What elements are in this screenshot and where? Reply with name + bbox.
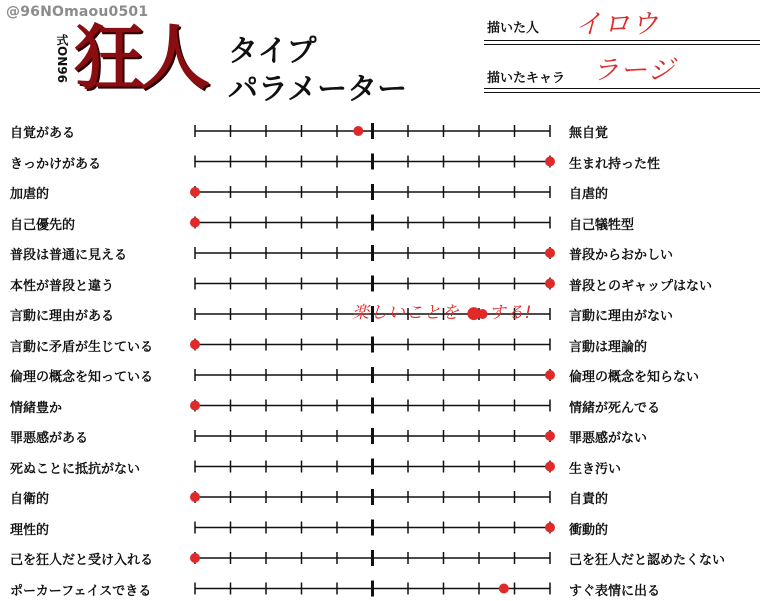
row-left-label: 自覚がある xyxy=(10,126,76,141)
scale-row xyxy=(195,123,550,139)
row-right-label: 己を狂人だと認めたくない xyxy=(569,553,726,568)
row-left-label: 倫理の概念を知っている xyxy=(10,370,154,385)
scale-row xyxy=(195,154,555,170)
row-left-label: 理性的 xyxy=(10,522,50,538)
scale-row xyxy=(195,245,555,261)
row-left-label: 加虐的 xyxy=(10,187,50,202)
row-left-label: ポーカーフェイスできる xyxy=(10,583,152,599)
row-right-label: 普段からおかしい xyxy=(569,248,674,263)
value-marker xyxy=(190,553,200,563)
value-marker xyxy=(545,157,555,167)
row-left-label: 己を狂人だと受け入れる xyxy=(10,553,154,568)
handwritten-annotation: 楽しいことを ● する! xyxy=(352,303,533,323)
row-right-label: 自虐的 xyxy=(569,187,609,202)
scale-row xyxy=(195,276,555,292)
row-right-label: 衝動的 xyxy=(569,522,609,538)
value-marker xyxy=(545,462,555,472)
title-line-2: パラメーター xyxy=(228,72,408,107)
row-left-label: 本性が普段と違う xyxy=(10,278,115,294)
row-right-label: 生まれ持った性 xyxy=(569,156,661,172)
row-right-label: 自責的 xyxy=(569,492,609,507)
value-marker xyxy=(353,126,363,136)
row-left-label: 情緒豊か xyxy=(10,400,63,416)
row-left-label: きっかけがある xyxy=(10,156,102,172)
character-value: ラージ xyxy=(592,55,676,86)
credit-handle: @96NOmaou0501 xyxy=(6,4,149,20)
row-right-label: 言動に理由がない xyxy=(569,309,674,324)
value-marker xyxy=(190,401,200,411)
row-right-label: 自己犠牲型 xyxy=(569,217,635,233)
scale-row xyxy=(190,550,550,566)
character-label: 描いたキャラ xyxy=(487,71,566,86)
row-right-label: 倫理の概念を知らない xyxy=(569,370,700,385)
scale-row xyxy=(195,520,555,536)
value-marker xyxy=(545,431,555,441)
row-right-label: 普段とのギャップはない xyxy=(569,278,713,294)
scale-row xyxy=(190,184,550,200)
value-marker xyxy=(545,248,555,258)
scale-row xyxy=(195,459,555,475)
row-left-label: 自衛的 xyxy=(10,492,50,507)
row-left-label: 死ぬことに抵抗がない xyxy=(10,461,141,477)
title-line-1: タイプ xyxy=(228,34,317,69)
row-right-label: 罪悪感がない xyxy=(569,431,648,446)
drawer-label: 描いた人 xyxy=(487,21,540,36)
scale-row xyxy=(195,367,555,383)
scale-row xyxy=(190,398,550,414)
row-left-label: 言動に理由がある xyxy=(10,309,115,324)
scale-row xyxy=(190,489,550,505)
row-right-label: 無自覚 xyxy=(569,126,609,141)
value-marker xyxy=(190,340,200,350)
row-left-label: 普段は普通に見える xyxy=(10,248,128,263)
title-main: 狂人 xyxy=(74,16,206,99)
scale-row xyxy=(190,337,550,353)
row-right-label: 言動は理論的 xyxy=(569,339,648,355)
row-right-label: 情緒が死んでる xyxy=(569,400,661,416)
scale-row xyxy=(195,581,550,597)
drawer-value: イロウ xyxy=(575,9,659,40)
row-right-label: 生き汚い xyxy=(569,461,622,477)
value-marker xyxy=(190,492,200,502)
value-marker xyxy=(545,279,555,289)
value-marker xyxy=(499,584,509,594)
row-left-label: 言動に矛盾が生じている xyxy=(10,339,154,355)
scale-row xyxy=(190,215,550,231)
value-marker xyxy=(545,523,555,533)
row-right-label: すぐ表情に出る xyxy=(569,583,661,599)
value-marker xyxy=(190,218,200,228)
row-left-label: 自己優先的 xyxy=(10,217,76,233)
title-vertical-label: 式ON96 xyxy=(55,34,69,83)
scale-row xyxy=(195,428,555,444)
row-left-label: 罪悪感がある xyxy=(10,431,89,446)
value-marker xyxy=(190,187,200,197)
value-marker xyxy=(545,370,555,380)
